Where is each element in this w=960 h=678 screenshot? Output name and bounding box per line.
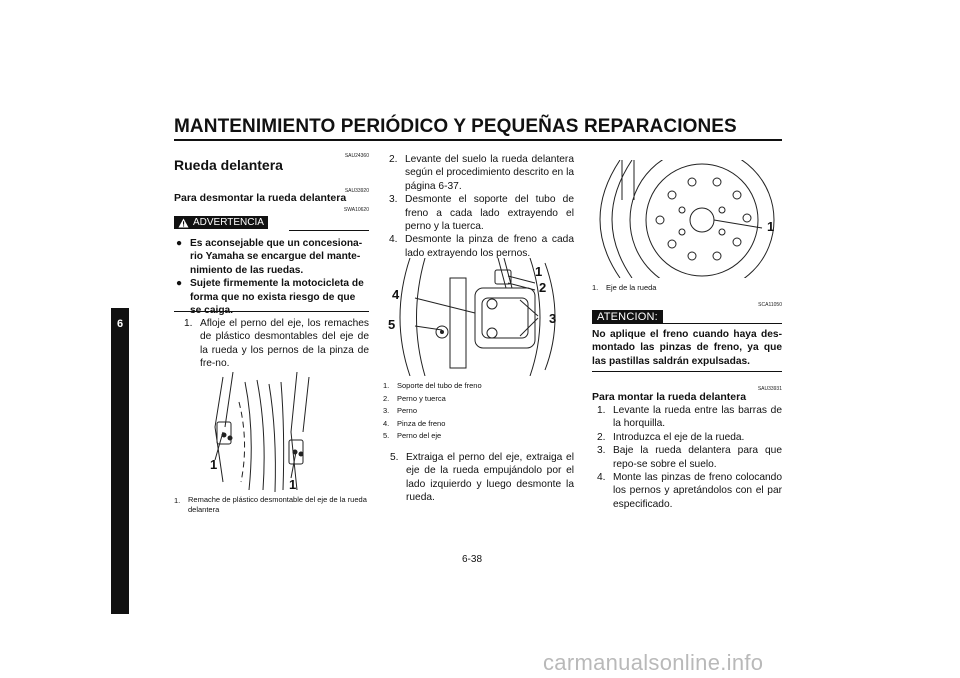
figure-callout: 3 [549, 311, 557, 326]
step-item: 3. Desmonte el soporte del tubo de freno a cada lado extrayendo el perno y la tuerca. [389, 194, 574, 233]
warning-badge [174, 216, 268, 229]
wheel-axle-figure [592, 160, 782, 278]
step-item: 5. Extraiga el perno del eje, extraiga el eje de la rueda empujándolo por el lado izquierdo y luego desmonte la rueda. [390, 452, 574, 504]
subsection-code: SAU33920 [344, 188, 369, 194]
figure-caption: 1. Eje de la rueda [592, 283, 657, 292]
warning-list [174, 237, 369, 317]
figure-callout: 4 [392, 287, 400, 302]
figure-callout: 1 [289, 477, 297, 492]
warning-item: ● Es aconsejable que un concesiona-rio Yamaha se encargue del mante-nimiento de las ruedas. [176, 238, 363, 276]
figure-callout: 5 [388, 317, 396, 332]
chapter-number: 6 [116, 318, 124, 330]
step-item: 2. Levante del suelo la rueda delantera según el procedimiento descrito en la página 6-37. [389, 154, 574, 192]
notice-code: SCA11050 [758, 302, 782, 308]
section-code: SAU24360 [344, 153, 369, 159]
warning-rule-bottom [174, 311, 369, 312]
caption-item: 2. Perno y tuerca [383, 393, 446, 403]
warning-label: ADVERTENCIA [193, 217, 264, 228]
caption-item: 4. Pinza de freno [383, 418, 446, 428]
figure-callout: 2 [539, 280, 547, 295]
figure-callout: 1 [210, 457, 218, 472]
notice-badge: ATENCION: [592, 310, 663, 324]
step-item: 1. Levante la rueda entre las barras de la horquilla. [597, 405, 782, 430]
notice-rule-bottom [592, 371, 782, 372]
brake-caliper-figure [380, 258, 575, 376]
chapter-tab[interactable] [111, 308, 129, 614]
fork-rivet-figure [205, 372, 335, 494]
warning-item: ● Sujete firmemente la motocicleta de forma que no exista riesgo de que [176, 278, 364, 303]
subsection-code: SAU33931 [757, 386, 782, 392]
notice-text: No aplique el freno cuando haya des-montado las pinzas de freno, ya que las pastillas saldrán expulsadas. [592, 329, 782, 367]
title-divider [174, 139, 782, 141]
figure-caption: 1. Remache de plástico desmontable del eje de la rueda delantera [174, 495, 367, 514]
warning-rule-top [289, 230, 369, 231]
caption-item: 3. Perno [383, 406, 418, 416]
page-title: MANTENIMIENTO PERIÓDICO Y PEQUEÑAS REPARACIONES [174, 116, 737, 137]
caption-item: 5. Perno del eje [383, 431, 442, 441]
subsection-heading: Para desmontar la rueda delantera [174, 192, 347, 204]
watermark: carmanualsonline.info [543, 650, 764, 675]
steps-list [597, 404, 782, 511]
figure-callout: 1 [535, 264, 543, 279]
step-item: 4. Monte las pinzas de freno colocando los pernos y apretándolos con el par especificado. [597, 472, 782, 510]
subsection-heading: Para montar la rueda delantera [592, 391, 747, 403]
figure-callout: 1 [767, 219, 775, 234]
section-heading: Rueda delantera [174, 157, 283, 173]
warning-triangle-icon [178, 218, 189, 228]
figure-caption-list [383, 380, 573, 443]
step-item: 4. Desmonte la pinza de freno a cada lado extrayendo los pernos. [389, 234, 574, 259]
step-item: 3. Baje la rueda delantera para que repo-se sobre el suelo. [597, 445, 782, 470]
page-number: 6-38 [462, 554, 483, 565]
step-item: 1. Afloje el perno del eje, los remaches de plástico desmontables del eje de la rueda y los pernos de la pinza de fre-no. [184, 318, 369, 370]
steps-list [389, 153, 574, 260]
notice-rule-top [663, 323, 782, 324]
caption-item: 1. Soporte del tubo de freno [383, 381, 482, 390]
step-item: 2. Introduzca el eje de la rueda. [597, 431, 745, 443]
warning-code: SWA10620 [343, 207, 369, 213]
